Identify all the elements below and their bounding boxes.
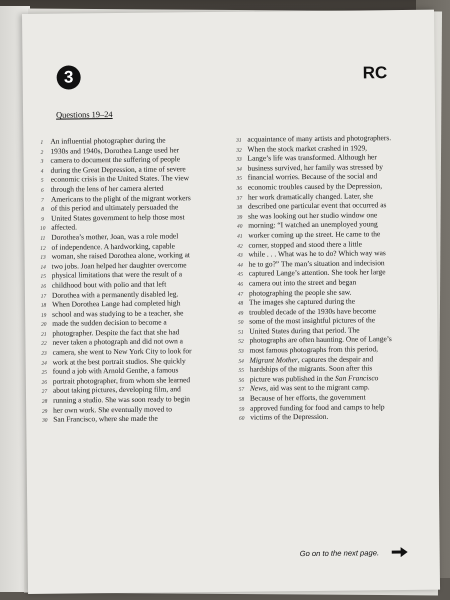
line-text: camera out into the street and began bbox=[248, 277, 357, 288]
line-number: 33 bbox=[236, 156, 242, 163]
line-text: Because of her efforts, the government bbox=[249, 392, 366, 403]
line-text: camera, she went to New York City to look for bbox=[52, 346, 192, 357]
line-number: 45 bbox=[237, 272, 243, 279]
line-number: 21 bbox=[41, 331, 47, 338]
line-number: 27 bbox=[41, 389, 48, 396]
line-number: 32 bbox=[236, 147, 242, 154]
line-text: while . . . What was he to do? Which way was bbox=[248, 248, 386, 259]
line-text: through the lens of her camera alerted bbox=[50, 183, 164, 194]
line-text: running a studio. She was soon ready to begin bbox=[52, 394, 191, 405]
line-text: captured Lange’s attention. She took her large bbox=[248, 267, 386, 278]
line-number: 35 bbox=[236, 176, 242, 183]
line-text: corner, stopped and stood there a little bbox=[248, 238, 362, 250]
line-number: 37 bbox=[236, 195, 243, 202]
line-text: never taken a photograph and did not own a bbox=[52, 336, 184, 348]
line-text: 1930s and 1940s, Dorothea Lange used her bbox=[50, 144, 180, 156]
line-text: photographer. Despite the fact that she had bbox=[52, 327, 180, 338]
line-number: 43 bbox=[237, 252, 243, 259]
line-text: United States during that period. The bbox=[249, 325, 360, 336]
line-text: Americans to the plight of the migrant workers bbox=[50, 192, 191, 204]
line-text: hardships of the migrants. Soon after this bbox=[249, 363, 373, 374]
line-number: 31 bbox=[236, 137, 242, 144]
line-number: 3 bbox=[40, 158, 44, 165]
line-number: 13 bbox=[40, 254, 46, 261]
line-text: woman, she raised Dorothea alone, working at bbox=[51, 250, 190, 261]
footer-instruction: Go on to the next page. bbox=[299, 548, 380, 559]
line-number: 22 bbox=[41, 341, 47, 348]
line-text: San Francisco, where she made the bbox=[53, 413, 158, 424]
right-arrow-icon bbox=[392, 547, 408, 557]
line-number: 34 bbox=[236, 166, 242, 173]
line-text: economic troubles caused by the Depression, bbox=[247, 181, 383, 192]
line-number: 46 bbox=[237, 281, 244, 288]
line-text: News, aid was sent to the migrant camp. bbox=[249, 382, 370, 394]
line-number: 56 bbox=[238, 377, 245, 384]
line-number: 59 bbox=[238, 406, 245, 413]
line-number: 24 bbox=[41, 360, 47, 367]
line-number: 11 bbox=[40, 235, 46, 242]
line-text: her work dramatically changed. Later, she bbox=[247, 190, 374, 202]
line-text: morning: “I watched an unemployed young bbox=[248, 219, 378, 230]
line-text: camera to document the suffering of people bbox=[50, 154, 181, 165]
line-text: she was looking out her studio window one bbox=[248, 210, 378, 221]
line-text: victims of the Depression. bbox=[250, 412, 329, 422]
passage-column-right bbox=[230, 133, 433, 423]
line-number: 52 bbox=[238, 339, 244, 346]
line-number: 8 bbox=[41, 206, 44, 213]
line-text: during the Great Depression, a time of severe bbox=[50, 164, 186, 175]
line-text: picture was published in the San Francisco bbox=[249, 373, 379, 384]
line-text: about taking pictures, developing film, and bbox=[52, 384, 181, 396]
line-number: 5 bbox=[40, 178, 44, 185]
line-number: 28 bbox=[41, 398, 48, 405]
line-text: Migrant Mother, captures the despair and bbox=[249, 353, 374, 365]
line-number: 39 bbox=[236, 214, 243, 221]
line-text: affected. bbox=[51, 222, 77, 233]
line-number: 41 bbox=[237, 233, 243, 240]
line-text: economic crisis in the United States. The view bbox=[50, 173, 190, 185]
line-number: 40 bbox=[237, 224, 243, 231]
line-number: 29 bbox=[41, 408, 48, 415]
line-number: 23 bbox=[41, 350, 47, 357]
line-text: he to go?” The man’s situation and indecision bbox=[248, 257, 385, 269]
line-text: childhood bout with polio and that left bbox=[51, 279, 167, 290]
line-number: 48 bbox=[237, 300, 244, 307]
section-code: RC bbox=[362, 63, 388, 83]
section-number-badge: 3 bbox=[57, 65, 81, 89]
line-text: work at the best portrait studios. She quickly bbox=[52, 355, 186, 367]
line-text: financial worries. Because of the social and bbox=[247, 171, 378, 183]
line-text: made the sudden decision to become a bbox=[52, 317, 167, 328]
line-text: of this period and ultimately persuaded the bbox=[50, 202, 179, 213]
line-number: 49 bbox=[237, 310, 244, 317]
line-number: 57 bbox=[238, 387, 245, 394]
line-number: 10 bbox=[40, 226, 46, 233]
line-number: 53 bbox=[238, 348, 244, 355]
line-text: When the stock market crashed in 1929, bbox=[247, 142, 368, 154]
line-text: portrait photographer, from whom she learned bbox=[52, 375, 191, 386]
line-number: 50 bbox=[238, 319, 244, 327]
line-number: 7 bbox=[41, 197, 44, 204]
questions-label: Questions 19–24 bbox=[56, 110, 113, 120]
line-number: 47 bbox=[237, 291, 244, 298]
line-text: Dorothea’s mother, Joan, was a role model bbox=[51, 231, 179, 242]
line-number: 17 bbox=[40, 293, 47, 300]
line-text: United States government to help those most bbox=[51, 212, 185, 223]
line-text: of independence. A hardworking, capable bbox=[51, 240, 175, 252]
line-number: 16 bbox=[40, 283, 47, 290]
passage-line bbox=[233, 411, 433, 423]
line-number: 55 bbox=[238, 367, 244, 375]
line-number: 38 bbox=[236, 204, 243, 211]
line-text: Dorothea with a permanently disabled leg. bbox=[51, 288, 179, 300]
line-text: troubled decade of the 1930s have become bbox=[249, 305, 376, 317]
line-number: 15 bbox=[40, 274, 46, 281]
line-number: 19 bbox=[40, 312, 47, 319]
test-page bbox=[22, 10, 440, 594]
line-text: When Dorothea Lange had completed high bbox=[51, 298, 181, 309]
line-text: physical limitations that were the result of a bbox=[51, 269, 183, 281]
line-number: 60 bbox=[239, 415, 245, 422]
line-number: 9 bbox=[41, 216, 45, 223]
line-number: 14 bbox=[40, 264, 46, 271]
line-text: some of the most insightful pictures of the bbox=[249, 315, 376, 326]
line-number: 54 bbox=[238, 358, 244, 365]
line-text: photographing the people she saw. bbox=[248, 287, 352, 298]
line-number: 42 bbox=[237, 243, 243, 250]
line-text: found a job with Arnold Genthe, a famous bbox=[52, 365, 179, 376]
passage-column-left bbox=[33, 135, 231, 425]
line-number: 20 bbox=[41, 322, 47, 329]
line-number: 6 bbox=[40, 187, 44, 194]
line-number: 12 bbox=[40, 245, 46, 252]
line-text: described one particular event that occurred as bbox=[247, 200, 387, 211]
line-text: An influential photographer during the bbox=[50, 135, 166, 146]
line-text: Lange’s life was transformed. Although her bbox=[247, 152, 377, 163]
line-text: worker coming up the street. He came to the bbox=[248, 229, 381, 240]
line-number: 2 bbox=[40, 149, 44, 156]
line-text: business survived, her family was stressed by bbox=[247, 162, 383, 173]
line-number: 25 bbox=[41, 370, 47, 377]
line-text: school and was studying to be a teacher, she bbox=[52, 308, 184, 319]
line-number: 18 bbox=[40, 302, 47, 309]
line-number: 51 bbox=[238, 329, 244, 336]
line-number: 26 bbox=[41, 379, 48, 386]
line-text: most famous photographs from this period, bbox=[249, 344, 379, 355]
line-number: 58 bbox=[238, 396, 245, 403]
line-text: her own work. She eventually moved to bbox=[53, 404, 172, 415]
line-number: 44 bbox=[237, 262, 243, 269]
line-number: 1 bbox=[40, 139, 44, 146]
passage-line bbox=[36, 413, 231, 425]
line-number: 4 bbox=[40, 168, 44, 175]
line-number: 36 bbox=[236, 185, 243, 192]
line-text: photographs are often haunting. One of Lange’s bbox=[249, 334, 392, 346]
line-text: The images she captured during the bbox=[248, 296, 356, 307]
line-number: 30 bbox=[42, 417, 48, 425]
line-text: acquaintance of many artists and photographers. bbox=[247, 133, 392, 144]
line-text: two jobs. Joan helped her daughter overcome bbox=[51, 260, 187, 271]
line-text: approved funding for food and camps to help bbox=[250, 401, 385, 413]
